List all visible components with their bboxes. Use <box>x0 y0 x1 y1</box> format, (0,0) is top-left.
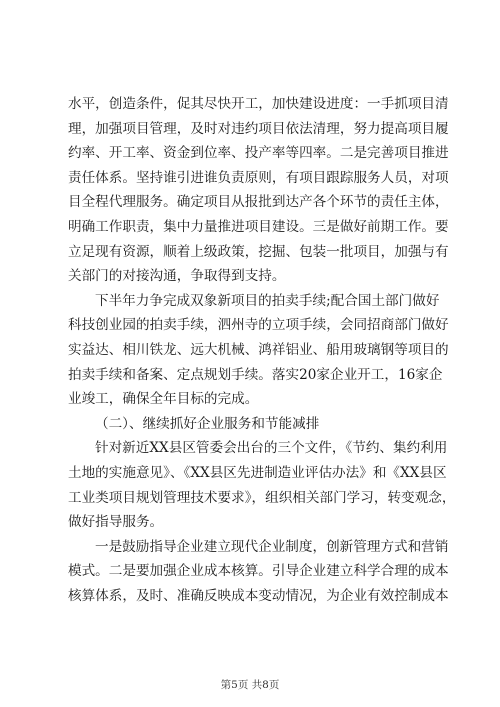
text-line: 明确工作职责，集中力量推进项目建设。三是做好前期工作。要 <box>68 218 449 235</box>
body-text <box>68 92 456 608</box>
text-line: 核算体系，及时、准确反映成本变动情况，为企业有效控制成本 <box>68 587 449 604</box>
text-line: 业竣工，确保全年目标的完成。 <box>68 391 259 408</box>
text-line: 模式。二是要加强企业成本核算。引导企业建立科学合理的成本 <box>68 563 449 580</box>
paragraph-first-line: 下半年力争完成双象新项目的拍卖手续;配合国土部门做好 <box>95 292 440 309</box>
text-line: 关部门的对接沟通，争取得到支持。 <box>68 268 286 285</box>
text-line: 科技创业园的拍卖手续，泗州寺的立项手续，会同招商部门做好 <box>68 317 449 334</box>
text-line: 理，加强项目管理，及时对违约项目依法清理，努力提高项目履 <box>68 120 449 137</box>
text-line: 目全程代理服务。确定项目从报批到达产各个环节的责任主体， <box>68 194 449 211</box>
text-line: 立足现有资源，顺着上级政策，挖掘、包装一批项目，加强与有 <box>68 243 449 260</box>
text-line: 土地的实施意见》、《XX县区先进制造业评估办法》和《XX县区 <box>68 464 447 481</box>
text-line: 责任体系。坚持谁引进谁负责原则，有项目跟踪服务人员，对项 <box>68 169 449 186</box>
paragraph-first-line: 针对新近XX县区管委会出台的三个文件，《节约、集约利用 <box>95 440 448 457</box>
paragraph-first-line: 一是鼓励指导企业建立现代企业制度，创新管理方式和营销 <box>95 538 449 555</box>
page-number-footer: 第5页 共8页 <box>220 679 280 691</box>
text-line: 水平，创造条件，促其尽快开工，加快建设进度：一手抓项目清 <box>68 96 449 112</box>
text-line: 拍卖手续和备案、定点规划手续。落实20家企业开工，16家企 <box>68 366 443 383</box>
text-line: 约率、开工率、资金到位率、投产率等四率。二是完善项目推进 <box>68 145 449 162</box>
section-heading: （二）、继续抓好企业服务和节能减排 <box>95 415 320 432</box>
text-line: 做好指导服务。 <box>68 514 164 531</box>
text-line: 工业类项目规划管理技术要求》，组织相关部门学习，转变观念， <box>68 489 456 506</box>
text-line: 实益达、相川铁龙、远大机械、鸿祥铝业、船用玻璃钢等项目的 <box>68 341 449 358</box>
